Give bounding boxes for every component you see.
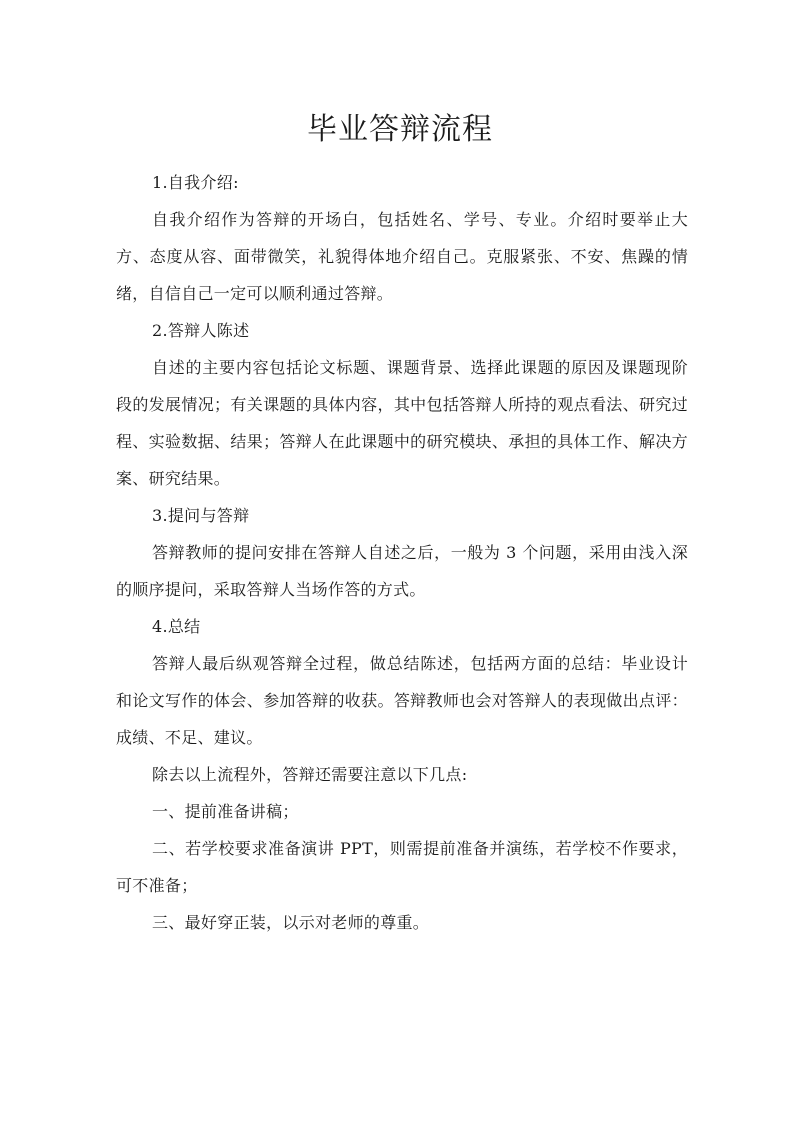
note-item: 二、若学校要求准备演讲 PPT，则需提前准备并演练，若学校不作要求，可不准备； bbox=[116, 839, 688, 895]
notes-intro: 除去以上流程外，答辩还需要注意以下几点: bbox=[152, 765, 468, 784]
section-heading: 3.提问与答辩 bbox=[152, 506, 250, 525]
document-title: 毕业答辩流程 bbox=[307, 112, 493, 147]
section-heading: 2.答辩人陈述 bbox=[152, 321, 250, 340]
body-paragraph: 自我介绍作为答辩的开场白，包括姓名、学号、专业。介绍时要举止大方、态度从容、面带微笑，礼貌得体地介绍自己。克服紧张、不安、焦躁的情绪，自信自己一定可以顺利通过答辩。 bbox=[116, 210, 688, 303]
document-body bbox=[116, 164, 688, 941]
body-paragraph: 自述的主要内容包括论文标题、课题背景、选择此课题的原因及课题现阶段的发展情况；有关课题的具体内容，其中包括答辩人所持的观点看法、研究过程、实验数据、结果；答辩人在此课题中的研究模块、承担的具体工作、解决方案、研究结果。 bbox=[116, 358, 688, 488]
note-item: 一、提前准备讲稿； bbox=[152, 802, 299, 821]
body-paragraph: 答辩人最后纵观答辩全过程，做总结陈述，包括两方面的总结：毕业设计和论文写作的体会、参加答辩的收获。答辩教师也会对答辩人的表现做出点评：成绩、不足、建议。 bbox=[116, 654, 688, 747]
section-heading: 4.总结 bbox=[152, 617, 201, 636]
body-paragraph: 答辩教师的提问安排在答辩人自述之后，一般为 3 个问题，采用由浅入深的顺序提问，采取答辩人当场作答的方式。 bbox=[116, 543, 688, 599]
section-heading: 1.自我介绍: bbox=[152, 173, 239, 192]
note-item: 三、最好穿正装，以示对老师的尊重。 bbox=[152, 913, 430, 932]
